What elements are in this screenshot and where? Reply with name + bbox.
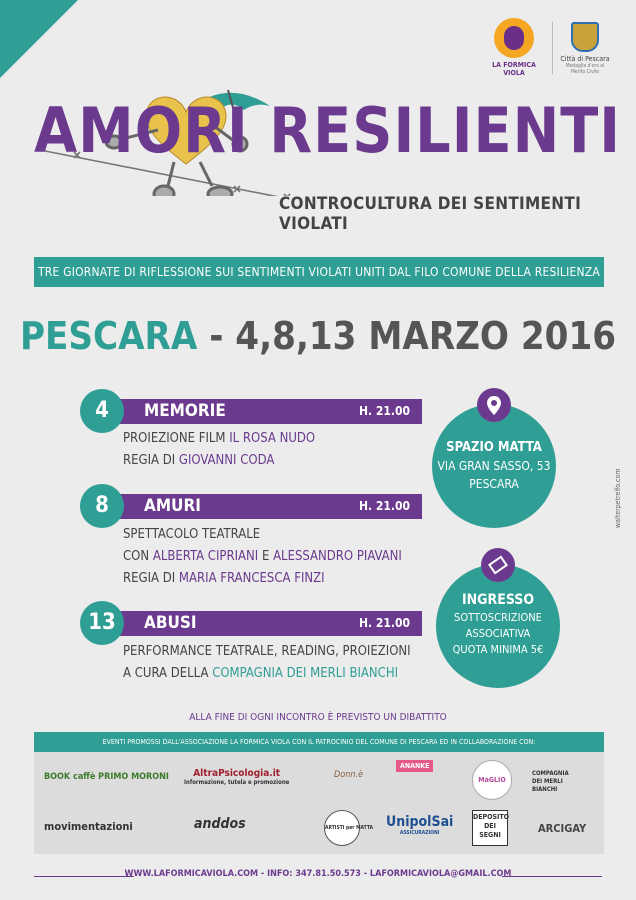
sponsor-anddos: anddos — [194, 816, 246, 832]
entry-line: QUOTA MINIMA 5€ — [452, 643, 544, 656]
event-number: 13 — [80, 601, 124, 645]
event-details — [123, 428, 315, 472]
ticket-icon — [481, 548, 515, 582]
event-abusi — [80, 601, 425, 691]
sponsor-merli-bianchi: COMPAGNIA DEI MERLI BIANCHI — [532, 770, 569, 793]
subtitle: CONTROCULTURA DEI SENTIMENTI VIOLATI — [279, 194, 582, 234]
sponsor-artisti-matta: ARTISTI per MATTA — [324, 810, 360, 846]
event-line: REGIA DI — [123, 571, 179, 586]
place-dates-text: - 4,8,13 MARZO 2016 — [197, 314, 617, 358]
entry-title: INGRESSO — [461, 592, 535, 608]
venue-city: PESCARA — [469, 477, 519, 491]
event-time: H. 21.00 — [358, 404, 410, 418]
company-name: COMPAGNIA DEI MERLI BIANCHI — [212, 666, 399, 681]
director-name: MARIA FRANCESCA FINZI — [178, 571, 325, 586]
event-line: PROIEZIONE FILM — [123, 431, 230, 446]
event-time: H. 21.00 — [358, 499, 410, 513]
event-amuri — [80, 484, 425, 594]
sponsor-name: AltraPsicologia.it — [193, 768, 281, 779]
venue-name: SPAZIO MATTA — [446, 440, 542, 455]
event-number: 4 — [80, 389, 124, 433]
sponsor-arcigay: ARCIGAY — [538, 822, 587, 835]
event-title-bar — [104, 494, 422, 519]
event-title-bar — [104, 611, 422, 636]
sponsor-donne: Donn.è — [334, 770, 364, 780]
corner-triangle — [0, 0, 78, 78]
performer-name: ALESSANDRO PIAVANI — [273, 549, 402, 564]
place-dates — [0, 314, 636, 358]
event-details — [123, 524, 402, 590]
pescara-medal: Medaglia d'oro al Merito Civile — [565, 63, 605, 75]
sponsors-bar: EVENTI PROMOSSI DALL'ASSOCIAZIONE LA FORMICA VIOLA CON IL PATROCINIO DEL COMUNE DI PESCARA ED IN COLLABORAZIONE CON: — [34, 732, 604, 752]
formica-viola-text: LA FORMICA VIOLA — [492, 61, 536, 77]
logo-divider — [552, 22, 553, 74]
main-title: AMORI RESILIENTI — [34, 94, 622, 167]
event-line: A CURA DELLA — [123, 666, 213, 681]
intro-banner: TRE GIORNATE DI RIFLESSIONE SUI SENTIMENTI VIOLATI UNITI DAL FILO COMUNE DELLA RESILIENZA — [34, 257, 604, 287]
sponsor-movimentazioni: movimentazioni — [44, 820, 133, 833]
entry-line: ASSOCIATIVA — [465, 627, 531, 640]
event-time: H. 21.00 — [358, 616, 410, 630]
sponsor-unipolsai — [386, 814, 453, 836]
sponsor-name: UnipolSai — [386, 814, 454, 830]
designer-credit: walterpetrelfo.com — [614, 468, 622, 528]
sponsor-maglio: MaGLIO — [472, 760, 512, 800]
venue-circle — [432, 404, 556, 528]
sponsor-deposito-segni: DEPOSITO DEI SEGNI — [472, 810, 508, 846]
event-line: REGIA DI — [123, 453, 179, 468]
event-line: PERFORMANCE TEATRALE, READING, PROIEZIONI — [123, 644, 411, 659]
event-number: 8 — [80, 484, 124, 528]
footer-contacts: WWW.LAFORMICAVIOLA.COM - INFO: 347.81.50.573 - LAFORMICAVIOLA@GMAIL.COM — [124, 869, 512, 879]
pescara-logo — [560, 22, 610, 75]
event-title: AMURI — [144, 496, 201, 516]
venue-address: VIA GRAN SASSO, 53 — [437, 459, 551, 473]
entry-circle — [436, 564, 560, 688]
event-title: ABUSI — [144, 613, 197, 633]
title-block — [34, 86, 622, 196]
director-name: GIOVANNI CODA — [178, 453, 275, 468]
sponsor-bookcaffe: BOOK caffè PRIMO MORONI — [44, 772, 169, 782]
sponsor-ananke: ANANKE — [396, 760, 433, 772]
debate-note: ALLA FINE DI OGNI INCONTRO È PREVISTO UN DIBATTITO — [189, 712, 447, 723]
pescara-name: Città di Pescara — [560, 55, 610, 63]
ant-icon — [494, 18, 534, 58]
sponsor-tagline: Informazione, tutela e promozione — [184, 779, 290, 786]
film-title: IL ROSA NUDO — [229, 431, 316, 446]
event-title: MEMORIE — [144, 401, 226, 421]
event-title-bar — [104, 399, 422, 424]
location-pin-icon — [477, 388, 511, 422]
place-city: PESCARA — [19, 314, 198, 358]
event-details — [123, 641, 411, 685]
crest-icon — [571, 22, 599, 52]
event-line: SPETTACOLO TEATRALE — [123, 527, 261, 542]
entry-line: SOTTOSCRIZIONE — [454, 611, 542, 624]
performer-name: ALBERTA CIPRIANI — [152, 549, 259, 564]
event-line: E — [258, 549, 274, 564]
event-line: CON — [123, 549, 153, 564]
sponsor-tagline: ASSICURAZIONI — [399, 830, 440, 836]
sponsors-box — [34, 752, 604, 854]
sponsor-altrapsicologia — [184, 768, 289, 786]
formica-viola-logo — [482, 18, 546, 77]
event-memorie — [80, 389, 425, 479]
